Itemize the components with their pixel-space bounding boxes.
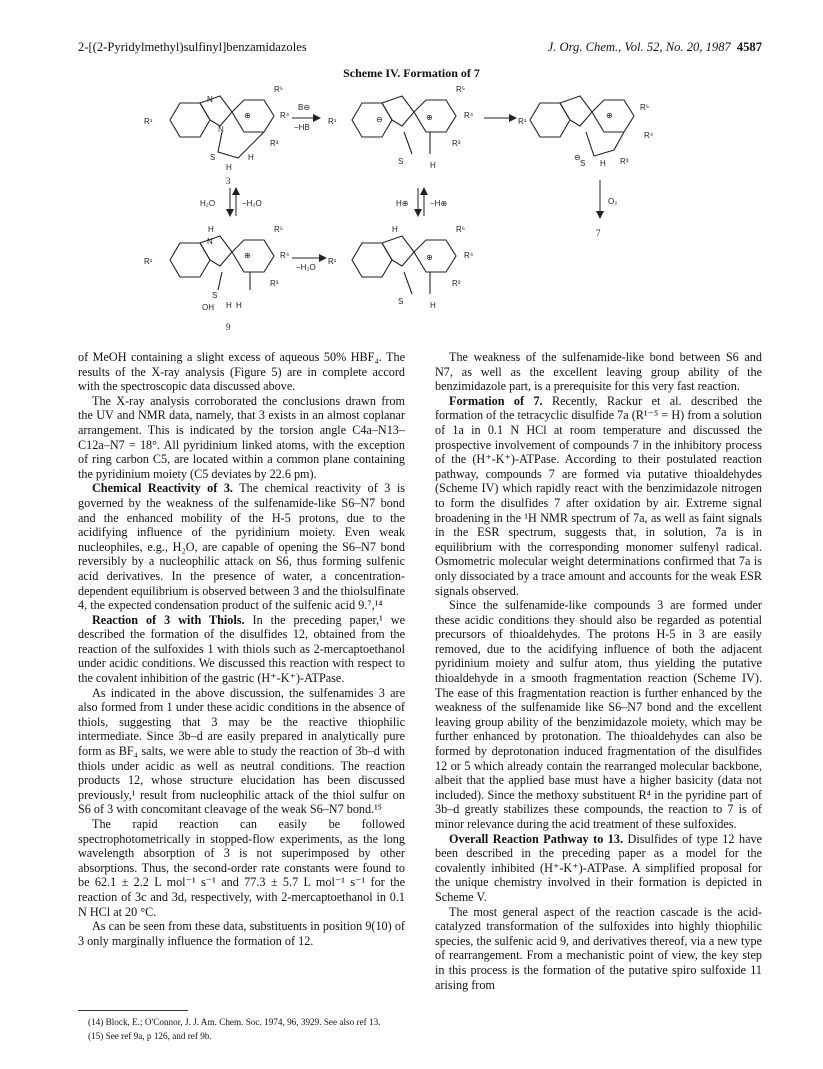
run-in-heading: Overall Reaction Pathway to 13. <box>449 831 624 846</box>
paragraph: of MeOH containing a slight excess of aqueous 50% HBF₄. The results of the X-ray analysis (Figure 5) are in complete accord with the spectroscopic data discussed above. <box>78 350 405 394</box>
r5-label: R⁵ <box>640 103 650 112</box>
n-plus-label: ⊕ <box>244 111 251 120</box>
r1-label: R¹ <box>328 257 337 266</box>
structure-thioaldehyde <box>328 225 474 310</box>
left-column <box>78 350 405 948</box>
r3-label: R³ <box>452 139 461 148</box>
compound-9-label: 9 <box>226 322 231 332</box>
h-label: H <box>430 301 436 310</box>
equilibrium-proton <box>396 188 447 216</box>
footnote: (15) See ref 9a, p 126, and ref 9b. <box>88 1030 212 1041</box>
paragraph-text: Recently, Rackur et al. described the formation of the tetracyclic disulfide 7a (R¹⁻⁵ = H) from a solution of 1a in 0.1 N HCl at room temperature and discussed the prospective involvement of compounds 7 in the inhibitory process of the (H⁺-K⁺)-ATPase. According to their postulated reaction pathway, compounds 7 are formed via putative thioaldehydes (Scheme IV) which rapidly react with the benzimidazole nitrogen to form the disulfides 7 after oxidation by air. Extreme signal broadening in the ¹H NMR spectrum of 7a, as well as faint signals in the ESR spectrum, suggests that, in solution, 7a is in equilibrium with the corresponding monomer sulfenyl radical. Osmometric molecular weight determinations confirmed that 7a is only dissociated by a trace amount and accounts for the weak ESR signals observed. <box>435 393 762 598</box>
r5-label: R⁵ <box>456 85 466 94</box>
minus-proton-label: −H⊕ <box>430 199 448 208</box>
oh-label: OH <box>202 303 214 312</box>
water-label: H₂O <box>200 199 216 208</box>
s-label: S <box>580 159 586 168</box>
r1-label: R¹ <box>144 257 153 266</box>
paragraph: The X-ray analysis corroborated the conclusions drawn from the UV and NMR data, namely, that 3 exists in an almost coplanar arrangement. This is indicated by the torsion angle C4a–N13–C12a–N7 = 18°. All pyridinium linked atoms, with the exception of ring carbon C5, are located within a common plane containing the pyridinium moiety (C5 deviates by 22.6 pm). <box>78 393 405 481</box>
journal-citation <box>548 40 762 55</box>
h-label: H <box>248 153 254 162</box>
scheme-title: Scheme IV. Formation of 7 <box>343 66 480 80</box>
r4-label: R⁴ <box>644 131 654 140</box>
r1-label: R¹ <box>144 117 153 126</box>
n-plus-label: ⊕ <box>606 111 613 120</box>
r5-label: R⁵ <box>274 85 284 94</box>
r3-label: R³ <box>270 139 279 148</box>
run-in-heading: Formation of 7. <box>449 393 543 408</box>
arrow-dehydration <box>292 258 326 272</box>
equilibrium-water <box>200 188 262 216</box>
paragraph <box>78 613 405 686</box>
n-label: N <box>207 95 213 104</box>
minus-label: ⊖ <box>376 115 383 124</box>
running-header <box>78 40 762 56</box>
r5-label: R⁵ <box>274 225 284 234</box>
structure-9 <box>144 225 290 332</box>
r1-label: R¹ <box>518 117 527 126</box>
o2-label: O₂ <box>608 197 618 206</box>
paragraph: Since the sulfenamide-like compounds 3 are formed under these acidic conditions they should also be regarded as potential precursors of thioaldehydes. The protons H-5 in 3 are easily removed, due to the acidifying influence of both the adjacent pyridinium moiety and sulfur atom, thus yielding the putative thioaldehyde in a smooth fragmentation reaction (Scheme IV). The ease of this fragmentation reaction is further enhanced by the weakness of the sulfenamide like S6–N7 bond and the excellent leaving group ability of the benzimidazole moiety, which may be further enhanced by protonation. The thioaldehydes can also be formed by deprotonation induced fragmentation of the disulfides 12 or 5 which already contain the rearranged molecular backbone, albeit that the applied base must have a higher basicity (data not included). Since the methoxy substituent R⁴ in the pyridine part of 3b–d greatly stabilizes these compounds, the reaction to 7 is of minor relevance during the acid treatment of these sulfoxides. <box>435 598 762 831</box>
structure-cyclized <box>518 96 654 168</box>
paragraph: The weakness of the sulfenamide-like bond between S6 and N7, as well as the excellent leaving group ability of the benzimidazole part, is a prerequisite for this very fast reaction. <box>435 350 762 394</box>
paragraph-text: In the preceding paper,¹ we described the formation of the disulfides 12, obtained from the reaction of the sulfoxides 1 with thiols such as 2-mercaptoethanol under acidic conditions. We discussed this reaction with respect to the covalent inhibition of the gastric (H⁺-K⁺)-ATPase. <box>78 612 405 686</box>
paragraph: The rapid reaction can easily be followed spectrophotometrically in stopped-flow experiments, as the long wavelength absorption of 3 is not superimposed by other absorptions. Thus, the second-order rate constants were found to be 62.1 ± 2.2 L mol⁻¹ s⁻¹ and 77.3 ± 5.7 L mol⁻¹ s⁻¹ for the reaction of 3c and 3d, respectively, with 2-mercaptoethanol in 0.1 N HCl at 20 °C. <box>78 817 405 919</box>
base-label: B⊖ <box>298 103 311 112</box>
n-label: N <box>207 237 213 246</box>
footnote: (14) Block, E.; O'Connor, J. J. Am. Chem. Soc. 1974, 96, 3929. See also ref 13. <box>88 1017 381 1027</box>
r3-label: R³ <box>620 157 629 166</box>
paragraph <box>78 481 405 612</box>
minus-hb-label: −HB <box>294 123 310 132</box>
r4-label: R⁴ <box>280 251 290 260</box>
n-plus-label: ⊕ <box>426 253 433 262</box>
h-label: H <box>208 225 214 234</box>
h-label: H <box>392 225 398 234</box>
s-label: S <box>212 291 218 300</box>
paragraph-text: Disulfides of type 12 have been described in the preceding paper as a model for the covalently inhibited (H⁺-K⁺)-ATPase. A simplified proposal for the unique chemistry involved in their formation is depicted in Scheme V. <box>435 831 762 904</box>
h-label: H <box>226 301 232 310</box>
h-label: H <box>226 163 232 172</box>
journal-name: J. Org. Chem., Vol. 52, No. 20, 1987 <box>547 40 731 54</box>
paragraph: The most general aspect of the reaction cascade is the acid-catalyzed transformation of the sulfoxides into highly thiophilic species, the sulfenic acid 9, and derivatives thereof, via a new type of rearrangement. From a mechanistic point of view, the key step in this process is the formation of the putative spiro sulfoxide 11 arising from <box>435 904 762 992</box>
running-title: 2-[(2-Pyridylmethyl)sulfinyl]benzamidazoles <box>78 40 307 54</box>
r4-label: R⁴ <box>280 111 290 120</box>
structure-ylide <box>328 85 474 170</box>
paragraph: As can be seen from these data, substituents in position 9(10) of 3 only marginally influence the formation of 12. <box>78 919 405 948</box>
r4-label: R⁴ <box>464 251 474 260</box>
compound-7-label: 7 <box>596 228 601 238</box>
paragraph <box>435 394 762 598</box>
r4-label: R⁴ <box>464 111 474 120</box>
minus-water-label: −H₂O <box>242 199 262 208</box>
scheme-iv-diagram <box>130 80 700 342</box>
arrow-oxidation <box>596 180 617 238</box>
arrow-deprotonation <box>292 103 320 132</box>
run-in-heading: Reaction of 3 with Thiols. <box>92 612 245 627</box>
n-plus-label: ⊕ <box>244 251 251 260</box>
structure-3 <box>144 85 290 186</box>
page-number: 4587 <box>736 40 762 54</box>
s-label: S <box>398 157 404 166</box>
proton-label: H⊕ <box>396 199 409 208</box>
h-label: H <box>236 301 242 310</box>
r1-label: R¹ <box>328 117 337 126</box>
paragraph: As indicated in the above discussion, the sulfenamides 3 are also formed from 1 under these acidic conditions in the absence of thiols, suggesting that 3 may be the reactive thiophilic intermediate. Since 3b–d are easily prepared in analytically pure form as BF₄ salts, we were able to study the reaction of 3b–d with thiols under acidic as well as neutral conditions. The reaction products 12, whose structure elucidation has been discussed previously,¹ result from nucleophilic attack of the thiol sulfur on S6 of 3 with concomitant cleavage of the weak S6–N7 bond.¹⁵ <box>78 685 405 817</box>
h-label: H <box>600 159 606 168</box>
h-label: H <box>430 161 436 170</box>
n-label: N <box>218 125 224 134</box>
footnotes <box>78 1010 405 1044</box>
n-plus-label: ⊕ <box>426 113 433 122</box>
paragraph-text: The chemical reactivity of 3 is governed by the weakness of the sulfenamide-like S6–N7 bond and the enhanced mobility of the H-5 protons, due to the acidifying influence of the pyridinium moiety. Even weak nucleophiles, e.g., H₂O, are capable of opening the S6–N7 bond reversibly by a nucleophilic attack on S6, thus forming sulfenic acid derivatives. In the presence of water, a concentration-dependent equilibrium is observed between 3 and the thiolsulfinate 4, the expected condensation product of the sulfenic acid 9.⁷,¹⁴ <box>78 481 405 613</box>
r3-label: R³ <box>270 279 279 288</box>
footnote-rule <box>78 1010 188 1011</box>
minus-water-label: −H₂O <box>296 263 316 272</box>
minus-label: ⊖ <box>574 153 581 162</box>
r3-label: R³ <box>452 279 461 288</box>
compound-3-label: 3 <box>226 176 231 186</box>
right-column <box>435 350 762 992</box>
run-in-heading: Chemical Reactivity of 3. <box>92 481 233 496</box>
r5-label: R⁵ <box>456 225 466 234</box>
paragraph <box>435 832 762 905</box>
s-label: S <box>210 153 216 162</box>
s-label: S <box>398 297 404 306</box>
